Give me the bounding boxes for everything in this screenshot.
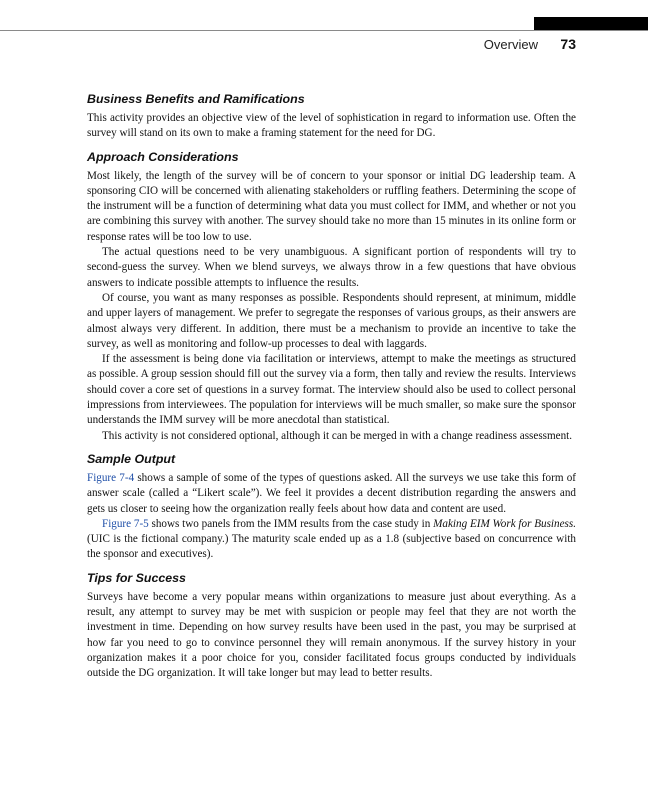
running-head-title: Overview [483, 37, 538, 52]
paragraph [87, 517, 576, 563]
paragraph: This activity is not considered optional, although it can be merged in with a change readiness assessment. [102, 429, 573, 442]
section-heading: Business Benefits and Ramifications [87, 92, 305, 106]
paragraph: This activity provides an objective view of the level of sophistication in regard to information use. Often the survey will stand on its own to make a framing statement for the need for DG. [87, 112, 576, 140]
paragraph: The actual questions need to be very unambiguous. A significant portion of respondents will try to second-guess the survey. When we blend surveys, we always throw in a few questions that have obvious answers to indicate possible attempts to influence the results. [87, 246, 576, 289]
figure-7-5-link[interactable]: Figure 7-5 [102, 517, 149, 530]
section-heading: Tips for Success [87, 570, 186, 585]
paragraph-text: (UIC is the fictional company.) The maturity scale ended up as a 1.8 (subjective based on concurrence with the sponsor and executives). [87, 533, 576, 561]
book-title: Making EIM Work for Business. [433, 517, 576, 530]
paragraph-text: shows two panels from the IMM results from the case study in [148, 517, 434, 530]
paragraph: Most likely, the length of the survey will be of concern to your sponsor or initial DG leadership team. A sponsoring CIO will be concerned with alienating stakeholders or ruffling feathers. Determining the scope of the instrument will be a function of determining what data you must collect for IMM, and whether or not you are combining this survey with another. The survey should take no more than 15 minutes in its online form or response rates will be too low to use. [87, 169, 576, 243]
section-heading: Approach Considerations [87, 149, 239, 164]
section-business-benefits [87, 90, 576, 142]
paragraph-text: shows a sample of some of the types of questions asked. All the surveys we use take this form of answer scale (called a “Likert scale”). We feel it provides a decent distribution regarding the answers and gets us closer to seeing how the organization really feels about how data and content are used. [87, 471, 576, 515]
paragraph: If the assessment is being done via facilitation or interviews, attempt to make the meetings as structured as possible. A group session should fill out the survey via a form, then tally and review the results. Interviews should cover a core set of questions in a survey format. The interview should also be used to collect personal impressions from interviewees. The population for interviews will be much smaller, so make sure the sponsor understands the IMM survey will be more anecdotal than statistical. [87, 353, 576, 427]
running-head [484, 36, 576, 54]
paragraph [87, 471, 576, 517]
header-rule [0, 30, 648, 31]
page-number: 73 [560, 36, 576, 52]
section-sample-output [87, 450, 576, 563]
page-body [87, 90, 576, 688]
figure-7-4-link[interactable]: Figure 7-4 [87, 471, 135, 484]
paragraph: Surveys have become a very popular means within organizations to measure just about everything. As a result, any attempt to survey may be met with suspicion or people may feel that they are not worth the investment in time. Depending on how survey results have been used in the past, you may be surprised at how far you need to go to convince personnel they will remain anonymous. If the survey history in your organization makes it a poor choice for you, consider facilitated focus groups conducted by individuals outside the DG organization. It will take longer but may lead to better results. [87, 590, 576, 680]
section-approach-considerations [87, 148, 576, 444]
header-black-bar [534, 17, 648, 31]
section-heading: Sample Output [87, 451, 176, 466]
section-tips-for-success [87, 569, 576, 682]
paragraph: Of course, you want as many responses as possible. Respondents should represent, at minimum, middle and upper layers of management. We prefer to segregate the responses of various groups, as their answers are almost always very different. In addition, there must be a mechanism to provide an incentive to take the survey, as well as monitoring and follow-up processes to deal with laggards. [87, 291, 576, 350]
